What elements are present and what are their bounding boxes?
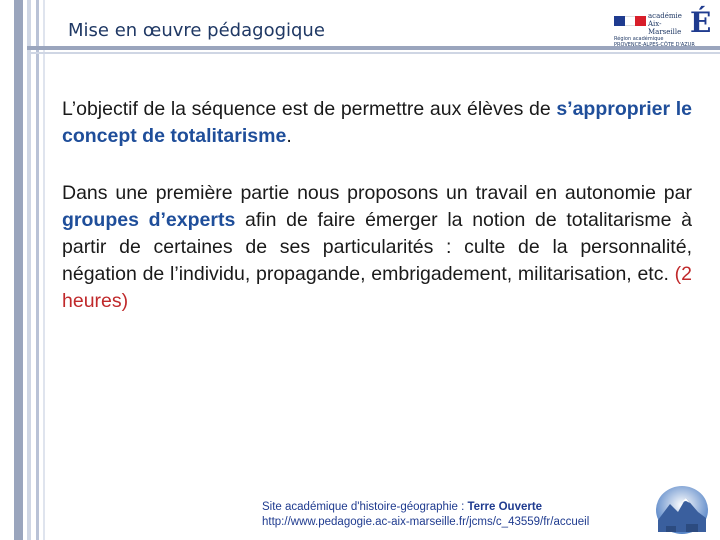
- academy-name: académie Aix-Marseille: [648, 12, 682, 36]
- decorative-bar: [36, 0, 39, 540]
- footer-credit: [262, 500, 589, 530]
- region-name: Région académique PROVENCE-ALPES-CÔTE D'AZUR: [614, 36, 695, 48]
- academy-e-logo-icon: É: [690, 6, 712, 39]
- slide-title: Mise en œuvre pédagogique: [68, 20, 325, 41]
- duration-label: (2 heures): [62, 263, 692, 312]
- footer-site-line: Site académique d'histoire-géographie : Terre Ouverte: [262, 501, 543, 513]
- concept-highlight: s’approprier le concept de totalitarisme: [62, 98, 692, 147]
- footer-url-link[interactable]: http://www.pedagogie.ac-aix-marseille.fr/jcms/c_43559/fr/accueil: [262, 516, 590, 528]
- header-divider-thin: [27, 52, 720, 54]
- terre-ouverte-logo-icon: [652, 482, 712, 536]
- footer-brand: Terre Ouverte: [467, 501, 543, 513]
- experts-highlight: groupes d’experts: [62, 209, 236, 231]
- objective-paragraph: L’objectif de la séquence est de permettre aux élèves de s’approprier le concept de totalitarisme.: [62, 98, 692, 147]
- decorative-bar: [27, 0, 31, 540]
- french-flag-icon: [614, 16, 646, 26]
- decorative-bar: [43, 0, 45, 540]
- decorative-bar: [14, 0, 23, 540]
- first-part-paragraph: Dans une première partie nous proposons un travail en autonomie par groupes d’experts afin de faire émerger la notion de totalitarisme à partir de certaines de ses particularités : culte de la personnalité, négation de l’individu, propagande, embrigadement, militarisation, etc. (2 heures): [62, 182, 692, 312]
- decorative-left-bars: [0, 0, 46, 540]
- academy-logo: [612, 4, 712, 52]
